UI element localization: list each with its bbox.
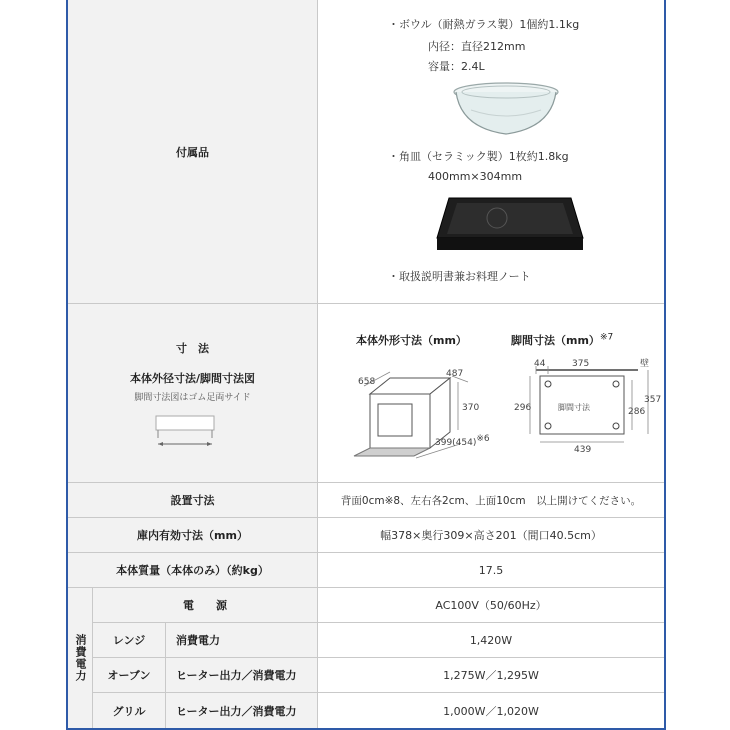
grill-mode-label: グリル	[93, 693, 165, 728]
leg-right-inner-height: 286	[628, 407, 646, 417]
accessories-label-cell	[68, 0, 317, 303]
installation-value: 背面0cm※8、左右各2cm、上面10cm 以上開けてください。	[340, 494, 642, 507]
accessories-label: 付属品	[176, 145, 209, 159]
row-divider	[93, 692, 664, 693]
leg-dimension-title: 脚間寸法（mm）$^{※7}$	[511, 332, 614, 347]
wall-label: 壁	[640, 359, 650, 369]
grill-item-label: ヒーター出力／消費電力	[166, 693, 317, 728]
leg-left-height: 296	[514, 403, 532, 413]
row-divider	[93, 657, 664, 658]
bowl-capacity: 容量：2.4L	[428, 60, 485, 73]
column-divider	[317, 0, 318, 728]
dimensions-sub-label: 本体外径寸法/脚間寸法図	[129, 372, 256, 385]
outer-dimension-title: 本体外形寸法（mm）	[356, 334, 467, 347]
bowl-inner-diameter: 内径：直径212mm	[428, 40, 526, 53]
bowl-line: ・ボウル（耐熱ガラス製）1個約1.1kg	[388, 18, 580, 31]
power-supply-value: AC100V（50/60Hz）	[435, 599, 547, 612]
leg-top-width: 375	[572, 359, 590, 369]
tray-line: ・角皿（セラミック製）1枚約1.8kg	[388, 150, 569, 163]
tray-size: 400mm×304mm	[428, 170, 523, 183]
power-consumption-group-text: 消費電力	[74, 634, 87, 682]
range-value: 1,420W	[469, 633, 513, 647]
interior-size-value: 幅378×奥行309×高さ201（間口40.5cm）	[380, 529, 602, 542]
power-consumption-group-label	[68, 588, 92, 728]
range-mode-label: レンジ	[93, 623, 165, 657]
outer-bottom-label: $399(454)^{※6}$	[435, 434, 490, 448]
leg-dimension-diagram	[514, 358, 664, 458]
weight-value: 17.5	[478, 563, 504, 577]
leg-bottom-width: 439	[574, 445, 592, 455]
ceramic-tray-image	[435, 192, 585, 258]
row-divider	[68, 552, 664, 553]
installation-label: 設置寸法	[68, 483, 317, 517]
leg-left-offset: 44	[534, 359, 546, 369]
row-divider	[68, 303, 664, 304]
dimensions-sub-note: 脚間寸法図はゴム足両サイド	[134, 393, 251, 403]
leg-center-label: 脚間寸法	[558, 403, 590, 412]
column-divider	[165, 623, 166, 728]
oven-value: 1,275W／1,295W	[443, 669, 539, 682]
row-divider	[68, 482, 664, 483]
dimensions-value-cell	[318, 304, 664, 482]
row-divider	[68, 517, 664, 518]
grill-value: 1,000W／1,020W	[443, 704, 539, 718]
accessories-value-cell	[318, 0, 664, 303]
dimensions-label: 寸 法	[176, 342, 209, 355]
weight-label: 本体質量（本体のみ）（約kg）	[68, 553, 317, 587]
foot-diagram	[150, 414, 220, 454]
column-divider	[92, 588, 93, 728]
oven-item-label: ヒーター出力／消費電力	[166, 658, 317, 692]
row-divider	[93, 622, 664, 623]
row-divider	[68, 587, 664, 588]
outer-width-label: 658	[358, 377, 376, 387]
dimensions-label-cell	[68, 304, 317, 482]
outer-dimension-diagram	[350, 364, 500, 464]
leg-right-height: 357	[644, 395, 662, 405]
manual-line: ・取扱説明書兼お料理ノート	[388, 270, 531, 283]
oven-mode-label: オーブン	[93, 658, 165, 692]
outer-height-label: 370	[462, 403, 480, 413]
glass-bowl-image	[451, 80, 561, 140]
spec-table	[66, 0, 666, 730]
interior-size-label: 庫内有効寸法（mm）	[68, 518, 317, 552]
power-supply-label: 電 源	[93, 588, 317, 622]
range-item-label: 消費電力	[166, 623, 317, 657]
outer-depth-label: 487	[446, 369, 464, 379]
